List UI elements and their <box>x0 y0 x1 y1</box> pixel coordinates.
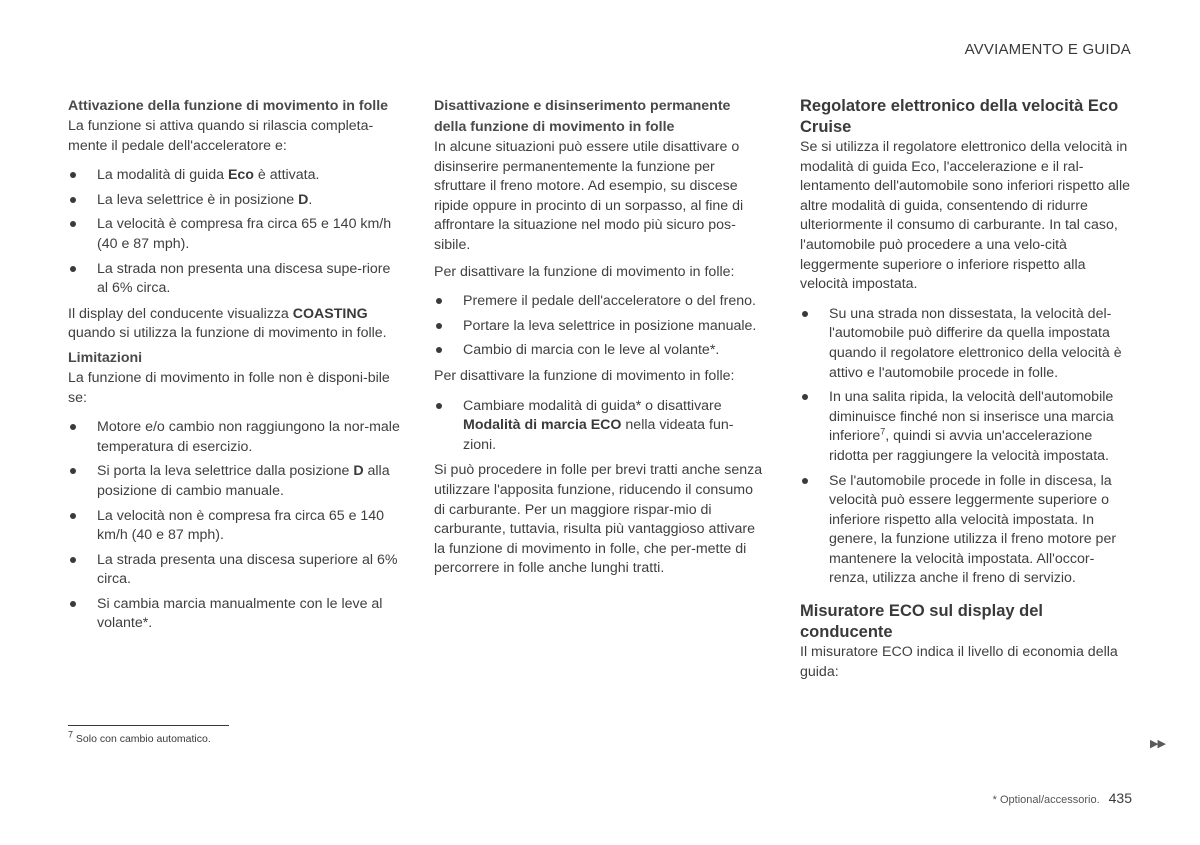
paragraph-activation-intro: La funzione si attiva quando si rilascia completa-mente il pedale dell'acceleratore e: <box>68 118 374 154</box>
bullet-icon <box>70 221 76 227</box>
list-item: Premere il pedale dell'acceleratore o del freno. <box>434 292 766 312</box>
bullet-icon <box>70 197 76 203</box>
page-number: 435 <box>1108 790 1132 806</box>
list-item: La strada presenta una discesa superiore al 6% circa. <box>68 551 400 590</box>
bullet-icon <box>436 323 442 329</box>
bullet-icon <box>436 298 442 304</box>
heading-coasting-deactivation: Disattivazione e disinserimento permanente della funzione di movimento in folle <box>434 98 731 135</box>
footnote-text: Solo con cambio automatico. <box>73 733 211 745</box>
list-activation-conditions <box>68 166 400 299</box>
list-limitations <box>68 418 400 634</box>
paragraph-coasting-display: Il display del conducente visualizza COASTING quando si utilizza la funzione di movimento in folle. <box>68 305 387 342</box>
page-footer <box>993 790 1132 806</box>
bullet-icon <box>70 557 76 563</box>
paragraph-deactivation-lead-2: Per disattivare la funzione di movimento in folle: <box>434 367 735 384</box>
bullet-icon <box>70 266 76 272</box>
heading-limitations: Limitazioni <box>68 349 143 366</box>
footnote-divider <box>68 725 229 726</box>
double-chevron-right-icon[interactable]: ▶▶ <box>1150 738 1165 750</box>
list-item: Se l'automobile procede in folle in discesa, la velocità può essere leggermente superiore o inferiore rispetto alla velocità impostata. In genere, la funzione utilizza il freno motore per mantenere la velocità impostata. All'occor-renza, utilizza anche il freno di servizio. <box>800 472 1132 590</box>
paragraph-deactivation-intro: In alcune situazioni può essere utile disattivare o disinserire permanentemente la funzione per sfruttare il freno motore. Ad esempio, su discese ripide oppure in procinto di un sorpasso, al fine di affrontare la situazione nel modo più sicuro pos-sibile. <box>434 139 744 253</box>
list-item: La modalità di guida Eco è attivata. <box>68 166 400 186</box>
column-3 <box>800 96 1132 689</box>
list-item: Portare la leva selettrice in posizione manuale. <box>434 317 766 337</box>
list-deactivation-methods <box>434 292 766 361</box>
heading-eco-cruise: Regolatore elettronico della velocità Eco Cruise <box>800 97 1119 136</box>
list-eco-cruise-behaviour <box>800 305 1132 589</box>
bullet-icon <box>436 403 442 409</box>
optional-note: * Optional/accessorio. <box>992 794 1100 806</box>
footnote-reference[interactable]: 7 <box>880 426 886 437</box>
list-item: Si porta la leva selettrice dalla posizione D alla posizione di cambio manuale. <box>68 462 400 501</box>
bullet-icon <box>70 513 76 519</box>
bullet-icon <box>70 468 76 474</box>
paragraph-deactivation-lead-1: Per disattivare la funzione di movimento in folle: <box>434 263 735 280</box>
list-item: Cambio di marcia con le leve al volante*. <box>434 341 766 361</box>
heading-eco-meter: Misuratore ECO sul display del conducente <box>800 602 1043 642</box>
list-item: Si cambia marcia manualmente con le leve al volante*. <box>68 595 400 634</box>
list-item: In una salita ripida, la velocità dell'automobile diminuisce finché non si inserisce una marcia inferiore$^7$, quindi si avvia un'accelerazione ridotta per raggiungere la velocità impostata. <box>800 388 1132 466</box>
paragraph-coasting-note: Si può procedere in folle per brevi tratti anche senza utilizzare l'apposita funzione, riducendo il consumo di carburante. Per un maggiore rispar-mio di carburante, tuttavia, risulta più vantaggioso attivare la funzione di movimento in folle, che per-mette di percorrere in folle anche lunghi tratti. <box>434 462 763 577</box>
bullet-icon <box>70 172 76 178</box>
list-permanent-deactivation <box>434 397 766 456</box>
paragraph-eco-cruise-intro: Se si utilizza il regolatore elettronico della velocità in modalità di guida Eco, l'accelerazione e il ral-lentamento dell'automobile sono inferiori rispetto alle altre modalità di guida, consentendo di ridurre ulteriormente il consumo di carburante. In tal caso, l'automobile può procedere a una velo-cità leggermente superiore o inferiore rispetto alla velocità impostata. <box>800 139 1130 293</box>
list-item: La strada non presenta una discesa supe-riore al 6% circa. <box>68 260 400 299</box>
list-item: Motore e/o cambio non raggiungono la nor-male temperatura di esercizio. <box>68 418 400 457</box>
list-item: Cambiare modalità di guida* o disattivare Modalità di marcia ECO nella videata fun-zioni. <box>434 397 766 456</box>
bullet-icon <box>802 311 808 317</box>
column-2 <box>434 96 766 586</box>
bullet-icon <box>70 424 76 430</box>
section-title: AVVIAMENTO E GUIDA <box>964 41 1131 58</box>
paragraph-eco-meter: Il misuratore ECO indica il livello di economia della guida: <box>800 644 1118 680</box>
list-item: La leva selettrice è in posizione D. <box>68 191 400 211</box>
list-item: La velocità è compresa fra circa 65 e 140 km/h (40 e 87 mph). <box>68 215 400 254</box>
bullet-icon <box>70 601 76 607</box>
footnote-mark: 7 <box>68 729 74 740</box>
footnote <box>68 729 211 745</box>
list-item: La velocità non è compresa fra circa 65 e 140 km/h (40 e 87 mph). <box>68 507 400 546</box>
column-1 <box>68 96 400 640</box>
paragraph-limitations-intro: La funzione di movimento in folle non è disponi-bile se: <box>68 369 390 406</box>
list-item: Su una strada non dissestata, la velocità del-l'automobile può differire da quella impostata quando il regolatore elettronico della velocità è attivo e l'automobile procede in folle. <box>800 305 1132 383</box>
bullet-icon <box>436 347 442 353</box>
heading-coasting-activation: Attivazione della funzione di movimento in folle <box>68 98 389 114</box>
bullet-icon <box>802 394 808 400</box>
bullet-icon <box>802 478 808 484</box>
